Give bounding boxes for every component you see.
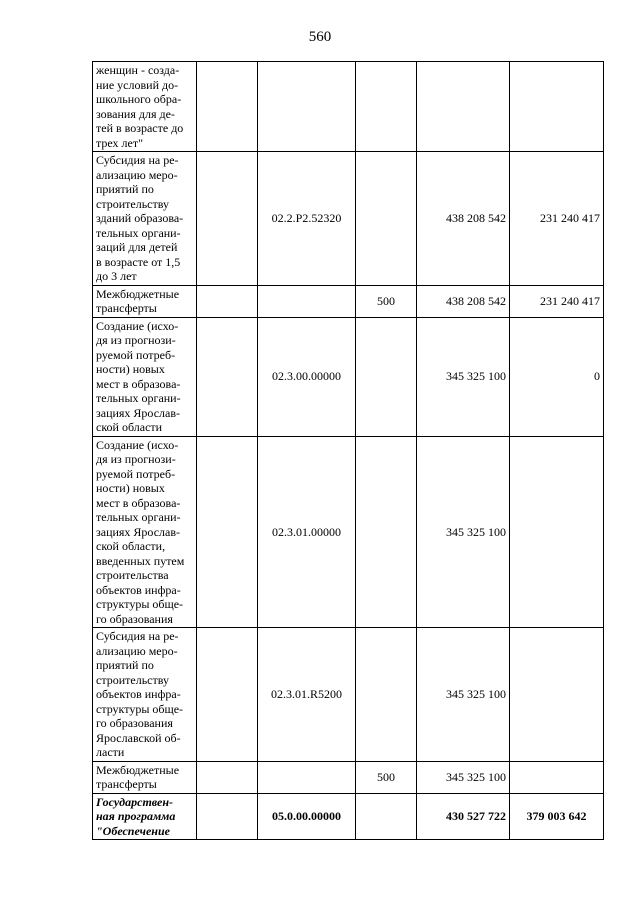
table-row xyxy=(93,62,604,152)
amount-cell-2: 0 xyxy=(510,317,604,436)
row-name-line: ласти xyxy=(96,745,125,759)
row-name-line: приятий по xyxy=(96,658,154,672)
row-name-line: го образования xyxy=(96,716,173,730)
row-name-line: мест в образова- xyxy=(96,376,181,391)
row-name-line: строительству xyxy=(96,672,169,687)
row-name-line: руемой потреб- xyxy=(96,466,176,481)
page-number: 560 xyxy=(308,29,332,45)
amount-cell-2: 231 240 417 xyxy=(510,152,604,286)
expense-type-cell xyxy=(356,317,417,436)
amount-cell-2: 231 240 417 xyxy=(510,285,604,317)
amount-cell-2 xyxy=(510,62,604,152)
row-name-cell xyxy=(93,62,197,152)
empty-cell xyxy=(197,317,258,436)
row-name-line: строительству xyxy=(96,196,169,211)
row-name-line: структуры обще- xyxy=(96,597,184,611)
row-name-line: в возрасте от 1,5 xyxy=(96,254,181,269)
code-cell: 05.0.00.00000 xyxy=(258,793,356,840)
row-name-line: ная программа xyxy=(96,809,176,823)
row-name-line: ности) новых xyxy=(96,362,165,376)
code-cell: 02.3.00.00000 xyxy=(258,317,356,436)
row-name-line: зациях Ярослав- xyxy=(96,405,181,420)
row-name-cell xyxy=(93,793,197,840)
expense-type-cell xyxy=(356,152,417,286)
row-name-line: ние условий до- xyxy=(96,77,179,92)
expense-type-cell xyxy=(356,793,417,840)
row-name-line: трансферты xyxy=(96,301,157,315)
row-name-line: тельных органи- xyxy=(96,225,181,240)
amount-cell-1 xyxy=(417,62,510,152)
expense-type-cell: 500 xyxy=(356,761,417,793)
empty-cell xyxy=(197,628,258,762)
row-name-line: введенных путем xyxy=(96,553,185,568)
row-name-line: ности) новых xyxy=(96,481,165,495)
row-name-line: приятий по xyxy=(96,182,154,196)
empty-cell xyxy=(197,761,258,793)
row-name-line: ской области, xyxy=(96,539,166,553)
empty-cell xyxy=(197,62,258,152)
row-name-line: объектов инфра- xyxy=(96,582,181,597)
row-name-line: Ярославской об- xyxy=(96,730,181,745)
row-name-line: зациях Ярослав- xyxy=(96,524,181,539)
expense-type-cell: 500 xyxy=(356,285,417,317)
expense-type-cell xyxy=(356,62,417,152)
row-name-line: ализацию меро- xyxy=(96,643,178,658)
table-row xyxy=(93,285,604,317)
amount-cell-1: 438 208 542 xyxy=(417,152,510,286)
row-name-line: Создание (исхо- xyxy=(96,437,179,452)
row-name-line: "Обеспечение xyxy=(96,823,170,838)
row-name-line: тей в возрасте до xyxy=(96,121,184,135)
row-name-line: трех лет" xyxy=(96,135,144,150)
row-name-line: объектов инфра- xyxy=(96,687,181,701)
row-name-line: ской области xyxy=(96,420,163,434)
amount-cell-2: 379 003 642 xyxy=(510,793,604,840)
table-row xyxy=(93,761,604,793)
empty-cell xyxy=(197,285,258,317)
amount-cell-2 xyxy=(510,436,604,628)
amount-cell-1: 438 208 542 xyxy=(417,285,510,317)
row-name-line: структуры обще- xyxy=(96,701,184,716)
amount-cell-1: 430 527 722 xyxy=(417,793,510,840)
row-name-line: Межбюджетные xyxy=(96,762,180,777)
table-row xyxy=(93,317,604,436)
code-cell xyxy=(258,761,356,793)
amount-cell-1: 345 325 100 xyxy=(417,317,510,436)
table-row xyxy=(93,628,604,762)
row-name-line: строительства xyxy=(96,568,169,582)
expense-type-cell xyxy=(356,436,417,628)
expense-type-cell xyxy=(356,628,417,762)
row-name-line: заций для детей xyxy=(96,240,178,254)
row-name-line: зданий образова- xyxy=(96,211,184,225)
amount-cell-2 xyxy=(510,761,604,793)
row-name-cell xyxy=(93,152,197,286)
code-cell: 02.3.01.00000 xyxy=(258,436,356,628)
budget-table xyxy=(92,61,604,840)
row-name-line: школьного обра- xyxy=(96,92,182,106)
code-cell xyxy=(258,62,356,152)
row-name-line: Государствен- xyxy=(96,794,173,809)
code-cell: 02.2.P2.52320 xyxy=(258,152,356,286)
row-name-line: Создание (исхо- xyxy=(96,318,179,333)
row-name-line: дя из прогнози- xyxy=(96,333,176,347)
empty-cell xyxy=(197,436,258,628)
amount-cell-1: 345 325 100 xyxy=(417,761,510,793)
row-name-line: зования для де- xyxy=(96,106,175,121)
row-name-cell xyxy=(93,628,197,762)
code-cell xyxy=(258,285,356,317)
amount-cell-1: 345 325 100 xyxy=(417,628,510,762)
row-name-line: мест в образова- xyxy=(96,495,181,510)
row-name-line: до 3 лет xyxy=(96,269,137,283)
row-name-line: тельных органи- xyxy=(96,391,181,405)
row-name-line: тельных органи- xyxy=(96,510,181,524)
row-name-cell xyxy=(93,317,197,436)
row-name-line: Межбюджетные xyxy=(96,286,180,301)
table-row xyxy=(93,436,604,628)
row-name-line: Субсидия на ре- xyxy=(96,629,179,643)
row-name-line: руемой потреб- xyxy=(96,347,176,362)
row-name-line: Субсидия на ре- xyxy=(96,153,179,167)
amount-cell-2 xyxy=(510,628,604,762)
row-name-cell xyxy=(93,436,197,628)
row-name-cell xyxy=(93,761,197,793)
empty-cell xyxy=(197,152,258,286)
table-row xyxy=(93,793,604,840)
table-row xyxy=(93,152,604,286)
code-cell: 02.3.01.R5200 xyxy=(258,628,356,762)
row-name-line: трансферты xyxy=(96,777,157,791)
row-name-line: ализацию меро- xyxy=(96,167,178,182)
row-name-line: дя из прогнози- xyxy=(96,452,176,466)
row-name-line: го образования xyxy=(96,611,173,626)
empty-cell xyxy=(197,793,258,840)
row-name-cell xyxy=(93,285,197,317)
row-name-line: женщин - созда- xyxy=(96,63,180,77)
amount-cell-1: 345 325 100 xyxy=(417,436,510,628)
